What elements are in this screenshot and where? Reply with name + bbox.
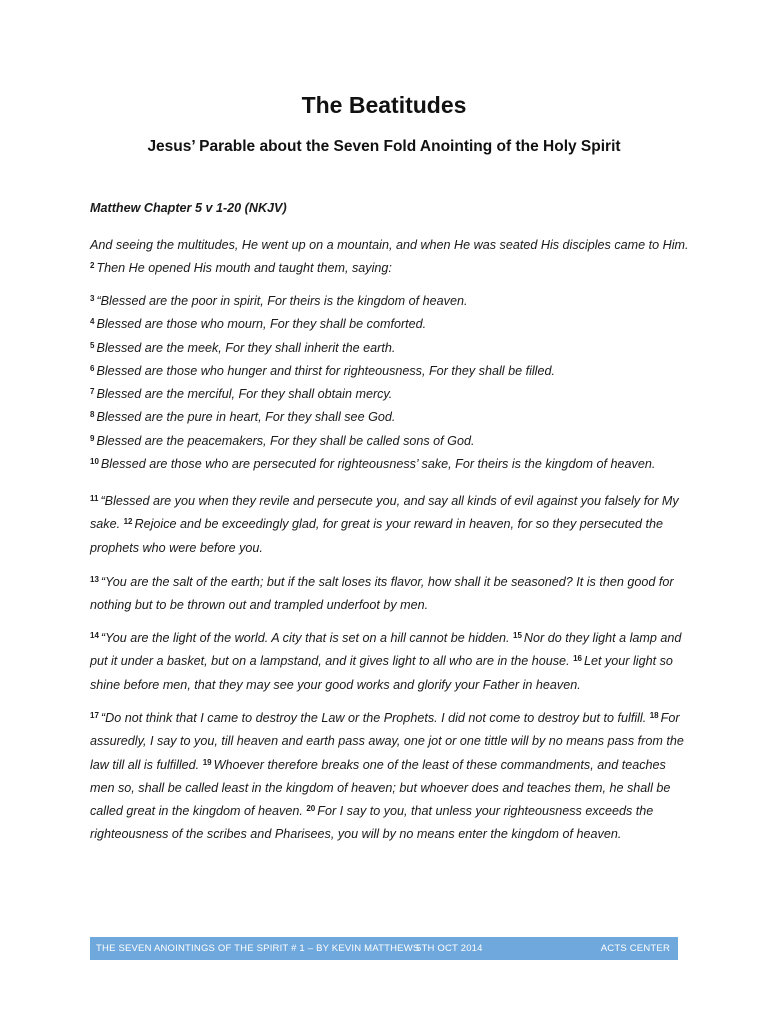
paragraph-verses-14-16: [90, 627, 690, 697]
verse-number: 15: [513, 631, 522, 640]
beatitudes-list: [90, 290, 690, 476]
list-item: [90, 430, 690, 453]
verse-text: “You are the light of the world. A city that is set on a hill cannot be hidden.: [100, 631, 514, 645]
verse-number: 12: [123, 517, 133, 527]
list-item: [90, 383, 690, 406]
page-footer: [90, 937, 678, 960]
verse-text: “Blessed are the poor in spirit, For theirs is the kingdom of heaven.: [96, 294, 468, 308]
verse-text: Rejoice and be exceedingly glad, for great is your reward in heaven, for so they persecuted the prophets who were before you.: [90, 517, 664, 555]
verse-number: 11: [90, 494, 99, 503]
intro-paragraph: [90, 234, 690, 280]
verse-number: 4: [90, 317, 95, 327]
paragraph-verses-17-20: [90, 707, 690, 847]
verse-number: 5: [90, 340, 95, 350]
verse-number: 20: [306, 804, 316, 814]
verse-text: Blessed are those who hunger and thirst for righteousness, For they shall be filled.: [96, 363, 555, 378]
verse-text: For I say to you, that unless your righteousness exceeds the righteousness of the scribes and Pharisees, you will by no means enter the kingdom of heaven.: [90, 804, 654, 842]
paragraph-verse-13: [90, 571, 690, 618]
list-item: [90, 337, 690, 360]
verse-text: Let your light so shine before men, that they may see your good works and glorify your Father in heaven.: [90, 654, 673, 692]
footer-date: 5TH OCT 2014: [416, 943, 483, 954]
verse-text: Blessed are those who are persecuted for righteousness’ sake, For theirs is the kingdom of heaven.: [100, 457, 656, 472]
verse-text: Blessed are the meek, For they shall inherit the earth.: [96, 340, 396, 355]
verse-text: Blessed are the merciful, For they shall obtain mercy.: [96, 387, 393, 402]
verse-number: 6: [90, 363, 95, 373]
verse-number: 18: [649, 711, 659, 720]
verse-number: 17: [90, 711, 99, 720]
verse-number: 8: [90, 410, 95, 420]
page-title: The Beatitudes: [301, 92, 467, 118]
verse-text: Blessed are the peacemakers, For they shall be called sons of God.: [96, 433, 475, 448]
verse-number: 19: [202, 757, 212, 767]
verse-text: For assuredly, I say to you, till heaven and earth pass away, one jot or one tittle will by no means pass from the law till all is fulfilled.: [90, 711, 684, 772]
verse-text: Nor do they light a lamp and put it under a basket, but on a lampstand, and it gives light to all who are in the house.: [90, 631, 682, 669]
verse-text: And seeing the multitudes, He went up on a mountain, and when He was seated His disciples came to Him.: [90, 238, 689, 252]
verse-number: 14: [90, 631, 99, 640]
list-item: [90, 453, 690, 476]
verse-text: “Blessed are you when they revile and persecute you, and say all kinds of evil against you falsely for My sake.: [90, 494, 679, 532]
footer-organization: ACTS CENTER: [600, 943, 670, 954]
verse-number: 10: [90, 457, 99, 467]
verse-text: “You are the salt of the earth; but if the salt loses its flavor, how shall it be seasoned? It is then good for nothing but to be thrown out and trampled underfoot by men.: [90, 575, 674, 613]
verse-number: 2: [90, 261, 95, 270]
verse-number: 7: [90, 387, 95, 397]
verse-number: 3: [90, 294, 95, 303]
paragraph-verses-11-12: [90, 490, 690, 560]
list-item: [90, 360, 690, 383]
scripture-reference: Matthew Chapter 5 v 1-20 (NKJV): [90, 201, 287, 215]
verse-number: 9: [90, 433, 95, 443]
verse-text: “Do not think that I came to destroy the Law or the Prophets. I did not come to destroy but to fulfill.: [100, 711, 650, 725]
verse-text: Then He opened His mouth and taught them, saying:: [96, 261, 392, 275]
verse-number: 16: [573, 654, 582, 664]
verse-number: 13: [90, 575, 99, 584]
list-item: [90, 290, 690, 313]
verse-text: Blessed are those who mourn, For they shall be comforted.: [96, 317, 427, 332]
page-subtitle: Jesus’ Parable about the Seven Fold Anointing of the Holy Spirit: [147, 138, 621, 155]
verse-text: Whoever therefore breaks one of the least of these commandments, and teaches men so, shall be called least in the kingdom of heaven; but whoever does and teaches them, he shall be called great in the kingdom of heaven.: [90, 757, 671, 819]
list-item: [90, 313, 690, 336]
verse-text: Blessed are the pure in heart, For they shall see God.: [96, 410, 396, 425]
list-item: [90, 406, 690, 429]
footer-series-title: THE SEVEN ANOINTINGS OF THE SPIRIT # 1 – BY KEVIN MATTHEWS: [96, 943, 420, 954]
